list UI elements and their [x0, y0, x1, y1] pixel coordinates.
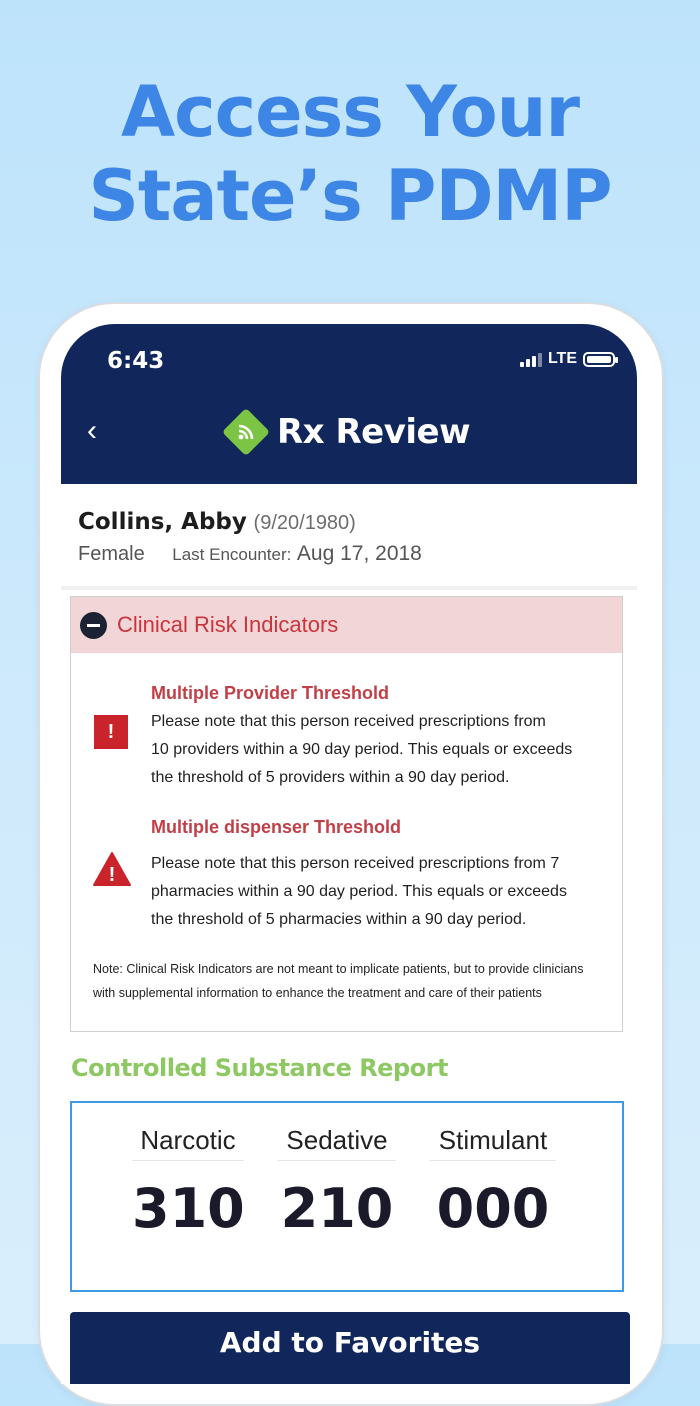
alert-square-icon: !: [94, 715, 128, 749]
network-label: LTE: [547, 350, 577, 367]
stimulant-label: Stimulant: [430, 1125, 556, 1161]
stimulant-count: 000: [436, 1177, 550, 1240]
patient-gender: Female: [78, 543, 145, 565]
alert-text: [151, 850, 611, 934]
alert-text-line: Please note that this person received prescriptions from: [151, 713, 546, 730]
controlled-substance-report: [70, 1101, 624, 1292]
stimulant-column: [430, 1125, 556, 1240]
narcotic-label: Narcotic: [132, 1125, 244, 1161]
alert-dispenser-threshold: [151, 817, 611, 934]
rx-review-logo-icon: [222, 408, 270, 456]
controlled-substance-title: Controlled Substance Report: [71, 1054, 448, 1082]
note-line: Note: Clinical Risk Indicators are not meant to implicate patients, but to provide clinicians: [93, 962, 584, 976]
last-encounter-value: Aug 17, 2018: [296, 542, 422, 565]
alert-provider-threshold: [151, 683, 611, 792]
add-to-favorites-button[interactable]: Add to Favorites: [70, 1312, 630, 1384]
patient-name: Collins, Abby: [78, 509, 247, 535]
back-button[interactable]: [77, 416, 107, 450]
alert-text-line: pharmacies within a 90 day period. This equals or exceeds: [151, 883, 567, 900]
battery-icon: [583, 352, 615, 367]
patient-dob: (9/20/1980): [253, 512, 356, 534]
status-indicators: [520, 350, 615, 368]
alert-title: Multiple dispenser Threshold: [151, 817, 402, 837]
warning-triangle-icon: [92, 851, 132, 892]
headline: [0, 70, 700, 238]
phone-screen: [61, 324, 637, 1384]
clinical-risk-note: [93, 957, 613, 1005]
collapse-minus-icon[interactable]: [80, 612, 107, 639]
app-brand: [229, 412, 470, 452]
headline-line-1: Access Your: [120, 71, 580, 153]
narcotic-count: 310: [132, 1177, 245, 1240]
app-title: Rx Review: [277, 412, 470, 452]
chevron-left-icon: ‹: [87, 414, 97, 447]
section-divider: [61, 586, 637, 590]
svg-text:!: !: [108, 864, 116, 886]
alert-text-line: 10 providers within a 90 day period. This equals or exceeds: [151, 741, 573, 758]
alert-text-line: the threshold of 5 providers within a 90 day period.: [151, 769, 510, 786]
clinical-risk-panel: [70, 596, 623, 1032]
app-header: [61, 324, 637, 484]
alert-text-line: the threshold of 5 pharmacies within a 90 day period.: [151, 911, 527, 928]
sedative-count: 210: [280, 1177, 394, 1240]
note-line: with supplemental information to enhance the treatment and care of their patients: [93, 986, 542, 1000]
clinical-risk-header[interactable]: [71, 597, 622, 653]
narcotic-column: [132, 1125, 244, 1240]
alert-text-line: Please note that this person received prescriptions from 7: [151, 855, 560, 872]
status-time: 6:43: [107, 348, 165, 374]
headline-line-2: State’s PDMP: [88, 155, 612, 237]
signal-icon: [520, 351, 542, 367]
clinical-risk-title: Clinical Risk Indicators: [117, 612, 339, 637]
sedative-column: [278, 1125, 396, 1240]
patient-summary: [78, 508, 422, 566]
alert-title: Multiple Provider Threshold: [151, 683, 390, 703]
alert-text: [151, 708, 611, 792]
sedative-label: Sedative: [278, 1125, 396, 1161]
last-encounter-label: Last Encounter:: [172, 545, 292, 564]
